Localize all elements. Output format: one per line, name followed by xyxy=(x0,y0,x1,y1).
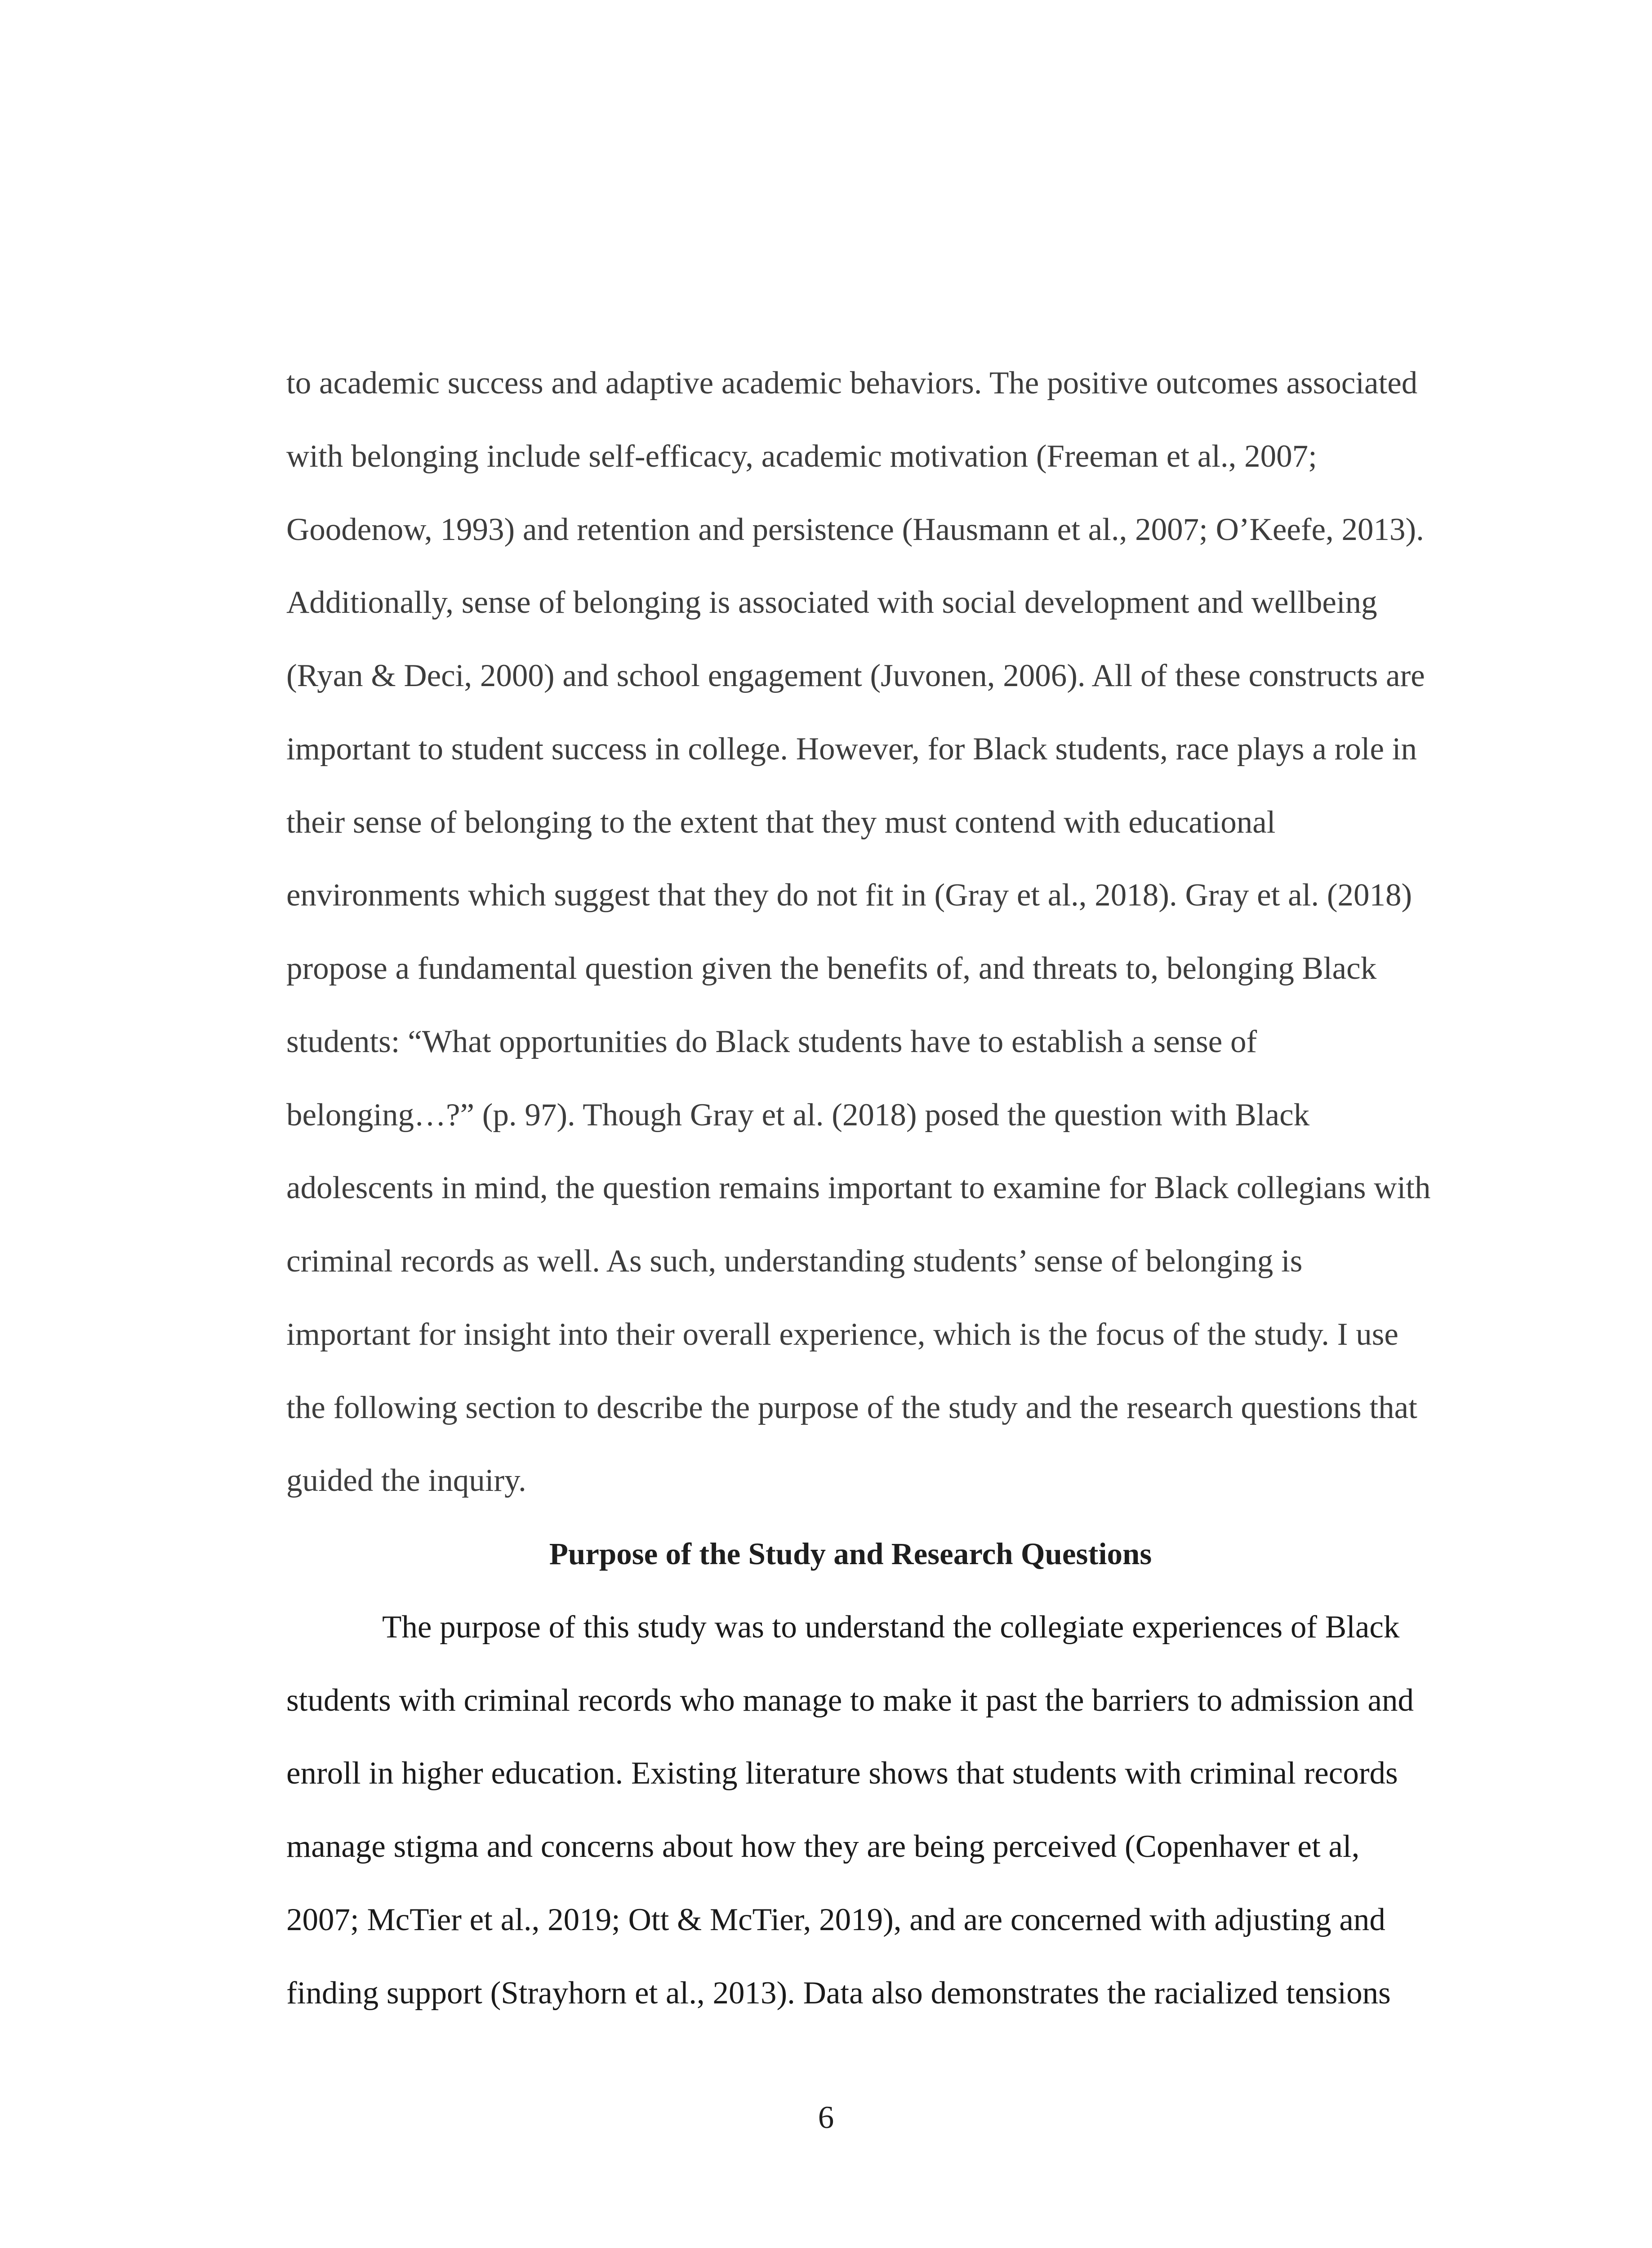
text-line: 2007; McTier et al., 2019; Ott & McTier, 2019), and are concerned with adjusting and xyxy=(286,1902,1385,1937)
text-line: finding support (Strayhorn et al., 2013). Data also demonstrates the racialized tensions xyxy=(286,1976,1391,2011)
page-number: 6 xyxy=(818,2100,834,2135)
text-line: their sense of belonging to the extent that they must contend with educational xyxy=(286,805,1276,840)
text-line: students: “What opportunities do Black students have to establish a sense of xyxy=(286,1024,1257,1059)
text-line: Additionally, sense of belonging is associated with social development and wellbeing xyxy=(286,585,1377,620)
text-line: manage stigma and concerns about how they are being perceived (Copenhaver et al, xyxy=(286,1829,1360,1864)
text-line: with belonging include self-efficacy, academic motivation (Freeman et al., 2007; xyxy=(286,439,1317,474)
text-line: students with criminal records who manage to make it past the barriers to admission and xyxy=(286,1683,1414,1718)
text-line: The purpose of this study was to understand the collegiate experiences of Black xyxy=(382,1610,1400,1645)
text-line: the following section to describe the purpose of the study and the research questions that xyxy=(286,1390,1417,1425)
text-line: (Ryan & Deci, 2000) and school engagement (Juvonen, 2006). All of these constructs are xyxy=(286,658,1425,693)
text-line: belonging…?” (p. 97). Though Gray et al. (2018) posed the question with Black xyxy=(286,1097,1310,1133)
text-line: to academic success and adaptive academic behaviors. The positive outcomes associated xyxy=(286,366,1418,401)
text-line: important to student success in college. However, for Black students, race plays a role in xyxy=(286,731,1417,767)
text-line: Goodenow, 1993) and retention and persistence (Hausmann et al., 2007; O’Keefe, 2013). xyxy=(286,512,1424,547)
text-line: important for insight into their overall experience, which is the focus of the study. I use xyxy=(286,1317,1398,1352)
text-line: adolescents in mind, the question remains important to examine for Black collegians with xyxy=(286,1170,1431,1205)
section-heading: Purpose of the Study and Research Questions xyxy=(549,1537,1152,1571)
text-line: propose a fundamental question given the benefits of, and threats to, belonging Black xyxy=(286,951,1377,986)
text-line: criminal records as well. As such, understanding students’ sense of belonging is xyxy=(286,1244,1303,1279)
text-line: enroll in higher education. Existing literature shows that students with criminal records xyxy=(286,1756,1398,1791)
text-line: environments which suggest that they do not fit in (Gray et al., 2018). Gray et al. (2018) xyxy=(286,878,1412,913)
text-line: guided the inquiry. xyxy=(286,1463,526,1498)
